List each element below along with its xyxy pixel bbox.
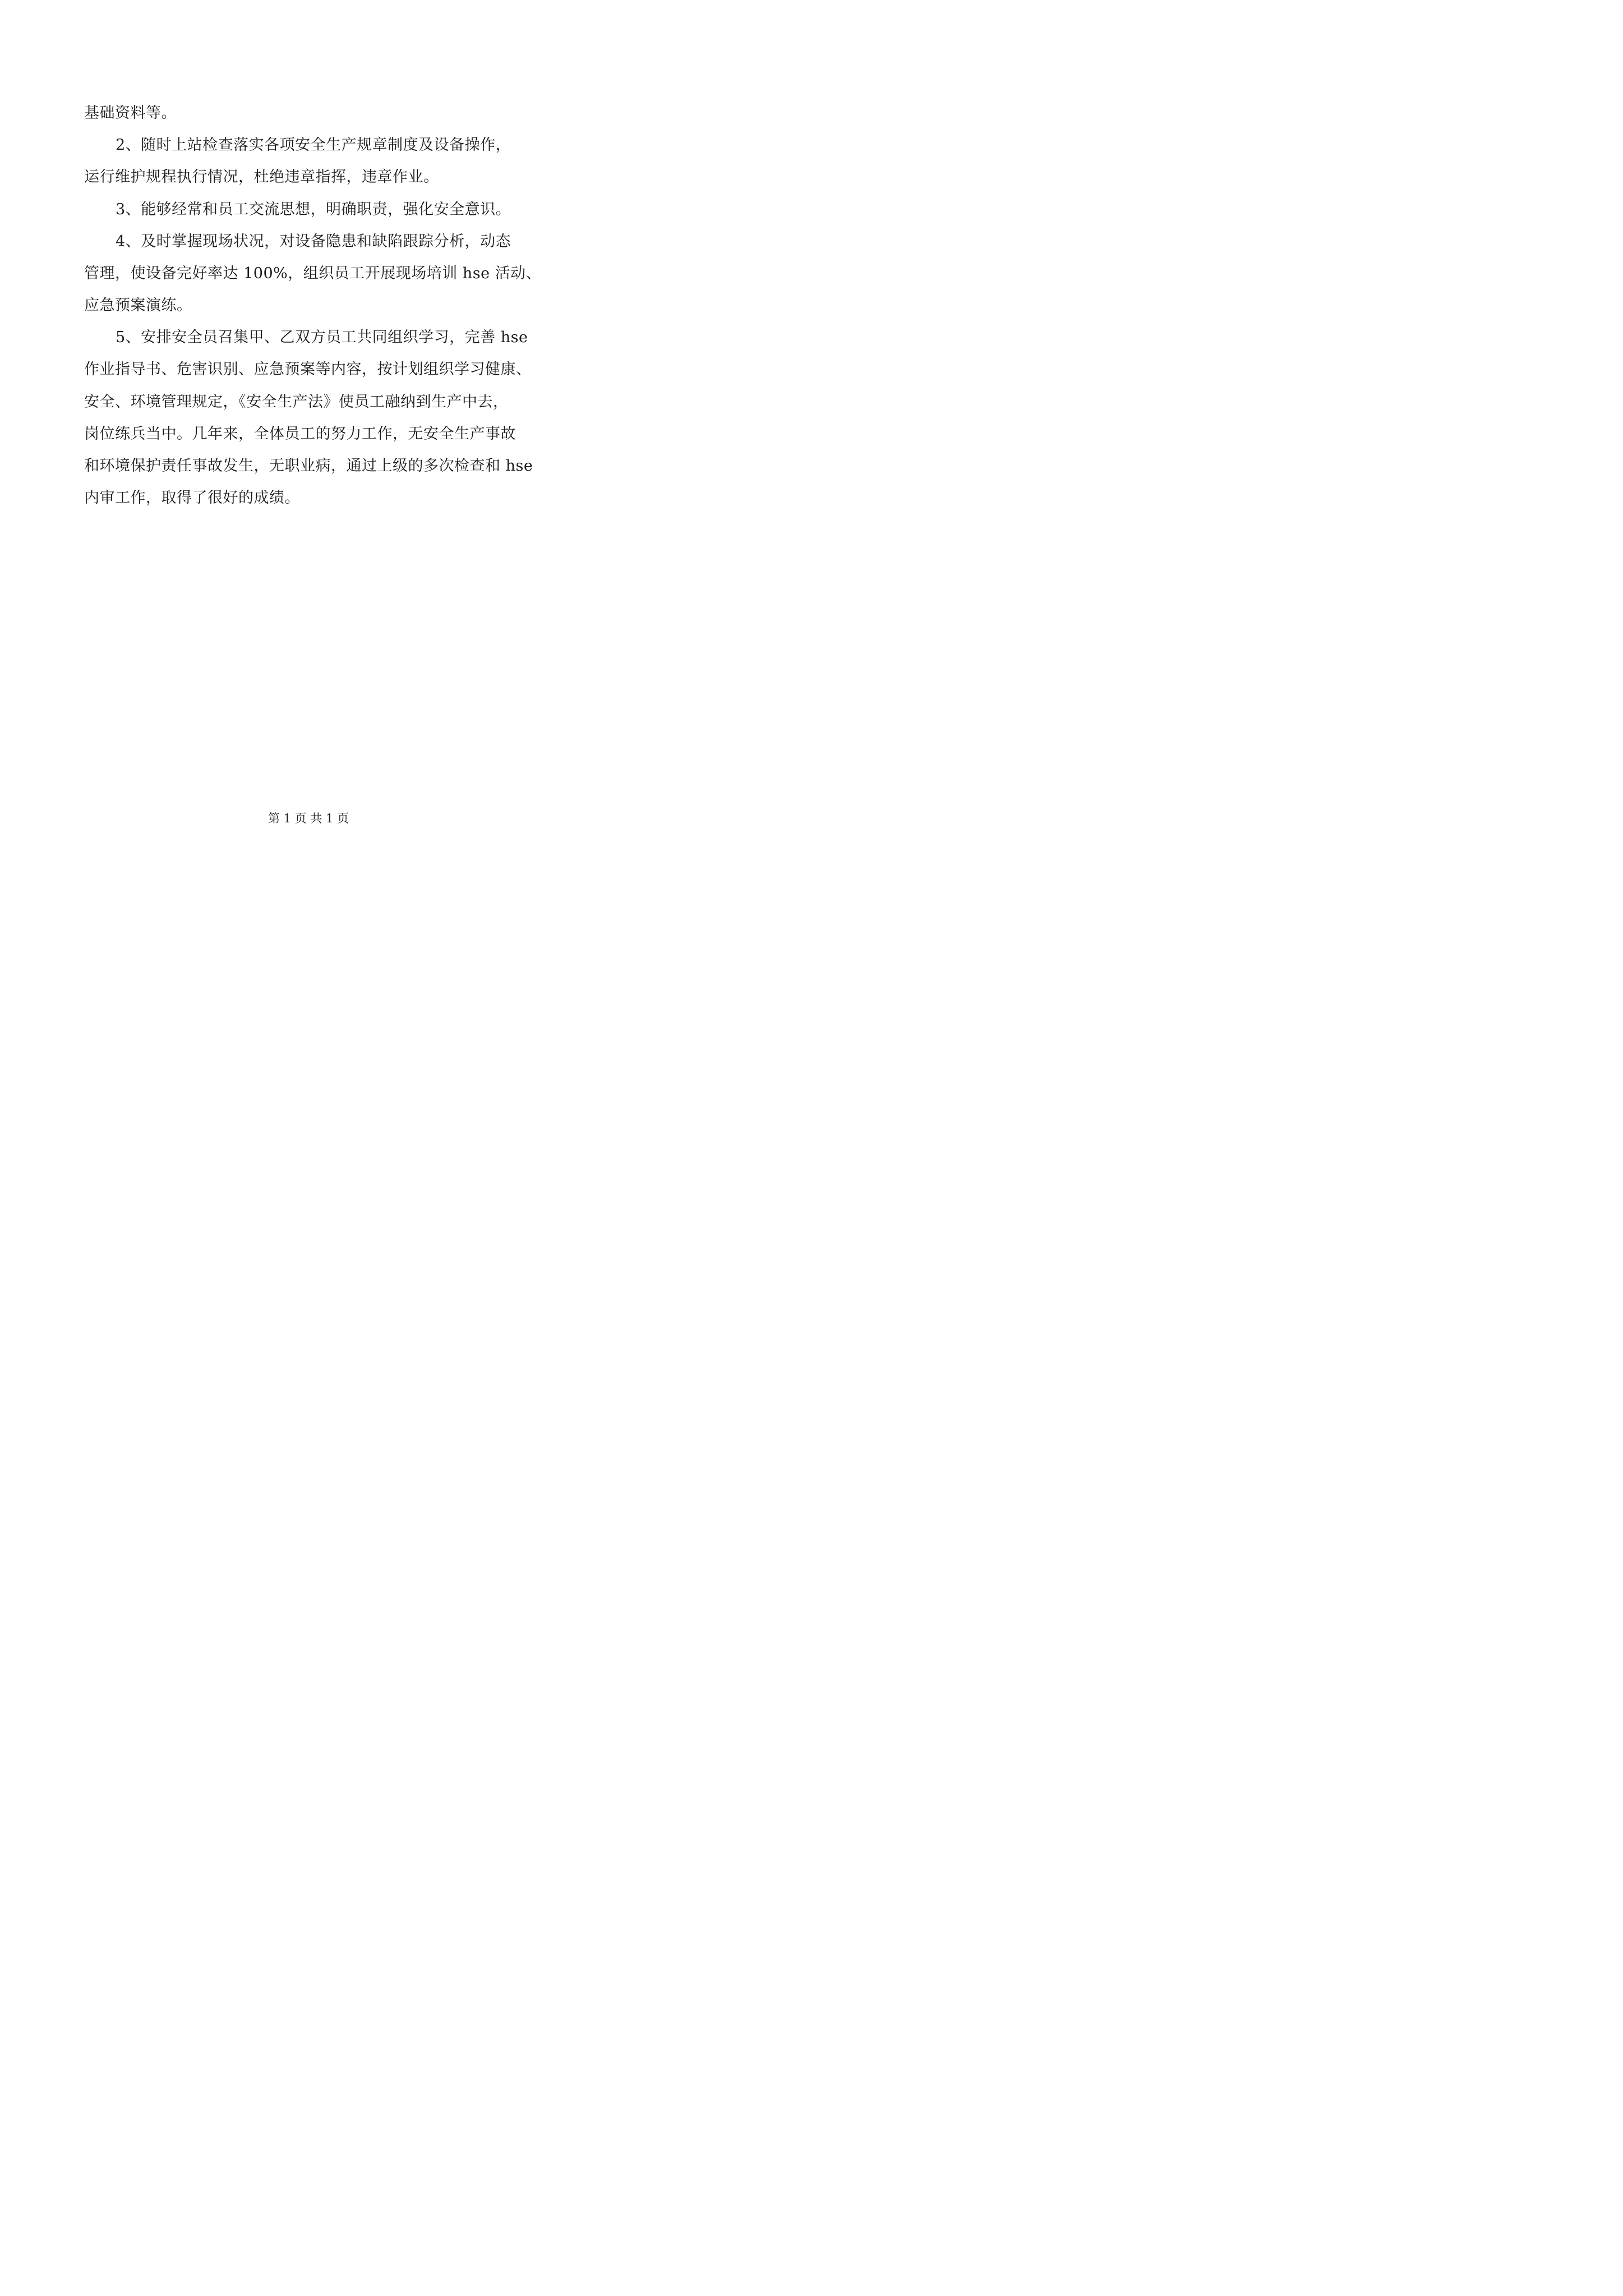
paragraph-2-line-2: 运行维护规程执行情况，杜绝违章指挥，违章作业。 (84, 168, 439, 186)
page-footer: 第 1 页 共 1 页 (268, 812, 349, 825)
paragraph-5-line-6: 内审工作，取得了很好的成绩。 (84, 489, 300, 507)
paragraph-5-line-5: 和环境保护责任事故发生，无职业病，通过上级的多次检查和 hse (84, 457, 533, 475)
paragraph-4-line-3: 应急预案演练。 (84, 297, 192, 314)
paragraph-5-line-2: 作业指导书、危害识别、应急预案等内容，按计划组织学习健康、 (84, 361, 532, 378)
paragraph-5-line-1: 5、安排安全员召集甲、乙双方员工共同组织学习，完善 hse (116, 329, 528, 346)
paragraph-2-line-1: 2、随时上站检查落实各项安全生产规章制度及设备操作， (116, 136, 511, 154)
paragraph-5-line-3: 安全、环境管理规定，《安全生产法》使员工融纳到生产中去， (84, 393, 509, 411)
text-line: 基础资料等。 (84, 104, 177, 122)
paragraph-4-line-2: 管理，使设备完好率达 100%，组织员工开展现场培训 hse 活动、 (84, 265, 542, 282)
document-page (0, 0, 617, 873)
paragraph-3-line-1: 3、能够经常和员工交流思想，明确职责，强化安全意识。 (116, 201, 511, 218)
paragraph-5-line-4: 岗位练兵当中。几年来，全体员工的努力工作，无安全生产事故 (84, 425, 516, 443)
paragraph-4-line-1: 4、及时掌握现场状况，对设备隐患和缺陷跟踪分析，动态 (116, 233, 511, 250)
